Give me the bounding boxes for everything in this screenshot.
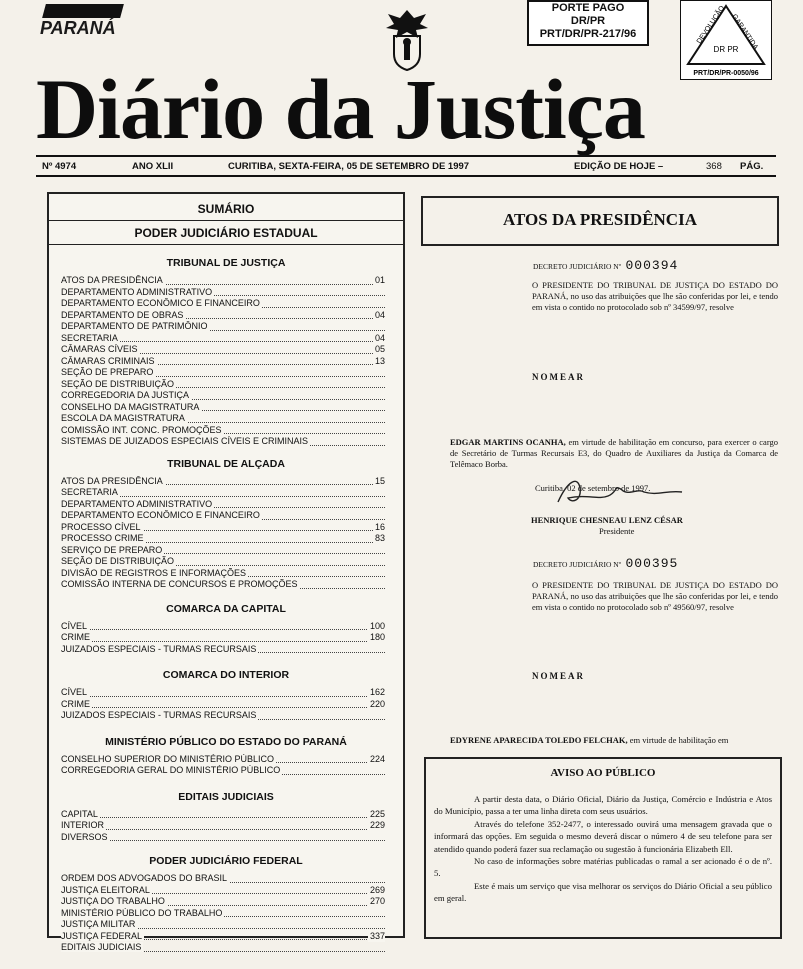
appointee-2-name: EDYRENE APARECIDA TOLEDO FELCHAK,	[450, 735, 628, 745]
summary-entry-label: DEPARTAMENTO DE PATRIMÔNIO	[61, 321, 208, 331]
summary-entry-page: 15	[374, 475, 385, 486]
summary-entry-page: 220	[369, 698, 385, 709]
porte-line-3: PRT/DR/PR-217/96	[539, 28, 637, 40]
summary-entry-label: PROCESSO CRIME	[61, 533, 144, 543]
summary-entry	[61, 908, 385, 920]
summary-entry-label: SERVIÇO DE PREPARO	[61, 544, 163, 555]
summary-section-title: EDITAIS JUDICIAIS	[178, 790, 274, 803]
summary-entry-label: JUSTIÇA FEDERAL	[61, 930, 143, 941]
summary-entry-label: ORDEM DOS ADVOGADOS DO BRASIL	[61, 873, 228, 883]
summary-entry	[61, 556, 385, 568]
summary-entry-label: CÂMARAS CÍVEIS	[61, 344, 138, 354]
summary-entry	[61, 545, 385, 557]
summary-entry-label: SEÇÃO DE DISTRIBUIÇÃO	[61, 378, 175, 389]
leader-dots	[61, 707, 385, 708]
summary-entry-label: ATOS DA PRESIDÊNCIA	[61, 475, 163, 486]
summary-entry	[61, 621, 385, 633]
summary-entry-label: ESCOLA DA MAGISTRATURA	[61, 413, 185, 423]
summary-entry-label: JUSTIÇA ELEITORAL	[61, 884, 150, 895]
summary-entry-label: SECRETARIA	[61, 332, 118, 343]
summary-entry-label: SEÇÃO DE DISTRIBUIÇÃO	[61, 556, 175, 566]
summary-entry	[61, 754, 385, 766]
summary-entry	[61, 896, 385, 908]
summary-entry	[61, 710, 385, 722]
summary-entry-page: 100	[369, 620, 385, 631]
signature-icon	[548, 470, 688, 510]
summary-entry-label: SISTEMAS DE JUIZADOS ESPECIAIS CÍVEIS E CRIMINAIS	[61, 436, 309, 446]
summary-entry-label: CONSELHO SUPERIOR DO MINISTÉRIO PÚBLICO	[61, 753, 275, 764]
summary-box	[47, 192, 405, 952]
pag-label: PÁG.	[740, 160, 764, 172]
summary-section-title: MINISTÉRIO PÚBLICO DO ESTADO DO PARANÁ	[105, 735, 347, 748]
summary-entry	[61, 568, 385, 580]
aviso-paragraph: A partir desta data, o Diário Oficial, Diário da Justiça, Comércio e Indústria e Atos do Município, passa a ter uma linha direta com seus usuários.	[434, 794, 772, 817]
summary-entry-label: DEPARTAMENTO DE OBRAS	[61, 309, 184, 320]
summary-entry-page: 225	[369, 808, 385, 819]
summary-entry-label: CRIME	[61, 632, 90, 642]
decree-2-text: O PRESIDENTE DO TRIBUNAL DE JUSTIÇA DO ESTADO DO PARANÁ, no uso das atribuições que lhe são conferidas por lei, e tendo em vista o contido no protocolado sob nº 49560/97, resolve	[532, 580, 778, 612]
nomear-2: NOMEAR	[532, 671, 585, 681]
summary-entry-page: 229	[369, 820, 385, 830]
summary-entry-label: JUSTIÇA DO TRABALHO	[61, 896, 165, 906]
edition-label: EDIÇÃO DE HOJE –	[574, 160, 664, 172]
summary-entry	[61, 356, 385, 368]
atos-header-box	[421, 196, 779, 246]
summary-section-title: COMARCA DA CAPITAL	[166, 602, 286, 615]
summary-entry	[61, 510, 385, 522]
summary-entry-label: JUSTIÇA MILITAR	[61, 919, 136, 929]
summary-entry-label: JUIZADOS ESPECIAIS - TURMAS RECURSAIS	[61, 710, 257, 720]
summary-entry	[61, 533, 385, 545]
summary-entry	[61, 275, 385, 287]
summary-entry	[61, 321, 385, 333]
signer-role: Presidente	[599, 526, 635, 536]
summary-entry-page: 04	[374, 332, 385, 343]
summary-entry-label: DEPARTAMENTO ECONÔMICO E FINANCEIRO	[61, 510, 260, 520]
summary-entry	[61, 333, 385, 345]
summary-entry-label: DEPARTAMENTO ECONÔMICO E FINANCEIRO	[61, 298, 260, 308]
aviso-box	[424, 757, 782, 939]
summary-entry	[61, 687, 385, 699]
summary-entry-label: COMISSÃO INTERNA DE CONCURSOS E PROMOÇÕES	[61, 579, 298, 589]
summary-entry	[61, 632, 385, 644]
leader-dots	[61, 829, 385, 830]
summary-entry	[61, 820, 385, 832]
nomear-1: NOMEAR	[532, 372, 585, 382]
summary-title: SUMÁRIO	[197, 202, 255, 216]
porte-line-1: PORTE PAGO	[551, 2, 625, 14]
issue-header	[36, 155, 776, 177]
issue-year: ANO XLII	[132, 160, 174, 172]
summary-entry	[61, 644, 385, 656]
summary-entry-label: CORREGEDORIA DA JUSTIÇA	[61, 390, 190, 400]
summary-entry	[61, 402, 385, 414]
aviso-title: AVISO AO PÚBLICO	[550, 767, 656, 779]
summary-entry	[61, 379, 385, 391]
summary-entry	[61, 579, 385, 591]
summary-entry-label: INTERIOR	[61, 820, 105, 830]
summary-entry-label: DEPARTAMENTO ADMINISTRATIVO	[61, 286, 213, 297]
summary-entry-label: COMISSÃO INT. CONC. PROMOÇÕES	[61, 424, 222, 435]
summary-entry-label: DIVISÃO DE REGISTROS E INFORMAÇÕES	[61, 567, 247, 578]
aviso-paragraph: No caso de informações sobre matérias publicadas o ramal a ser acionado é o de nº. 5.	[434, 856, 772, 879]
leader-dots	[61, 641, 385, 642]
summary-entry-label: SEÇÃO DE PREPARO	[61, 367, 154, 377]
summary-entry	[61, 885, 385, 897]
summary-entry-page: 224	[369, 753, 385, 764]
newspaper-title: Diário da Justiça	[36, 61, 645, 157]
leader-dots	[61, 696, 385, 697]
summary-entry-label: CONSELHO DA MAGISTRATURA	[61, 401, 200, 412]
decree-2-number: 000395	[625, 556, 679, 571]
summary-section-title: TRIBUNAL DE JUSTIÇA	[166, 257, 286, 269]
aviso-paragraph: Através do telefone 352-2477, o interessado ouvirá uma mensagem gravada que o informará das opções. Em seguida o mesmo deverá discar o número 4 de seu telefone para ser atendido quando poderá fazer sua reclamação ou sugestão à funcionária Elizabeth Ell.	[434, 818, 772, 854]
summary-entry	[61, 942, 385, 954]
summary-entry	[61, 809, 385, 821]
porte-line-2: DR/PR	[570, 15, 606, 27]
summary-entry-page: 05	[374, 344, 385, 354]
decree-1-text: O PRESIDENTE DO TRIBUNAL DE JUSTIÇA DO ESTADO DO PARANÁ, no uso das atribuições que lhe são conferidas por lei, e tendo em vista o contido no protocolado sob nº 34599/97, resolve	[532, 280, 778, 312]
summary-entry-label: SECRETARIA	[61, 487, 118, 497]
summary-entry-page: 16	[374, 521, 385, 532]
decree-1-heading	[533, 256, 678, 274]
porte-pago-box	[527, 0, 649, 46]
appointee-1-name: EDGAR MARTINS OCANHA,	[450, 437, 566, 447]
summary-entry	[61, 298, 385, 310]
summary-entry-label: PROCESSO CÍVEL	[61, 521, 141, 532]
summary-entry	[61, 367, 385, 379]
appointee-2-text: em virtude de habilitação em	[629, 735, 729, 745]
stamp-center-text: DR PR	[713, 45, 739, 54]
summary-entry-label: JUIZADOS ESPECIAIS - TURMAS RECURSAIS	[61, 643, 257, 654]
summary-entry	[61, 522, 385, 534]
summary-entry-label: MINISTÉRIO PÚBLICO DO TRABALHO	[61, 907, 223, 918]
stamp-right-text: GARANTIDA	[730, 13, 759, 51]
summary-section-title: TRIBUNAL DE ALÇADA	[167, 457, 285, 470]
summary-entry-page: 01	[374, 275, 385, 285]
decree-1-number: 000394	[625, 258, 679, 273]
summary-entry	[61, 436, 385, 448]
summary-entry-label: CORREGEDORIA GERAL DO MINISTÉRIO PÚBLICO	[61, 765, 281, 775]
leader-dots	[61, 817, 385, 818]
summary-entry-label: DEPARTAMENTO ADMINISTRATIVO	[61, 498, 213, 509]
decree-1-date: Curitiba, 02 de setembro de 1997.	[535, 483, 651, 493]
summary-entry	[61, 873, 385, 885]
divider	[49, 220, 403, 221]
summary-entry-label: CAPITAL	[61, 808, 98, 819]
appointee-2-paragraph	[450, 735, 780, 746]
summary-entry	[61, 310, 385, 322]
parana-logo: PARANÁ	[40, 18, 116, 38]
summary-entry-page: 180	[369, 632, 385, 642]
appointee-1-text: em virtude de habilitação em concurso, para exercer o cargo de Secretário de Turmas Recursais E3, do Quadro de Auxiliares da Justiça da Comarca de Telêmaco Borba.	[450, 437, 778, 469]
decree-2-label: DECRETO JUDICIÁRIO Nº	[533, 560, 622, 569]
summary-entry-label: EDITAIS JUDICIAIS	[61, 942, 142, 952]
summary-entry	[61, 425, 385, 437]
issue-place-date: CURITIBA, SEXTA-FEIRA, 05 DE SETEMBRO DE 1997	[228, 160, 470, 172]
summary-entry-page: 337	[369, 930, 385, 941]
signer-name: HENRIQUE CHESNEAU LENZ CÉSAR	[531, 515, 683, 525]
summary-entry	[61, 413, 385, 425]
summary-entry-label: CRIME	[61, 698, 90, 709]
summary-entry-page: 162	[369, 687, 385, 697]
leader-dots	[61, 629, 385, 630]
decree-1-label: DECRETO JUDICIÁRIO Nº	[533, 262, 622, 271]
stamp-top-text: DEVOLUÇÃO	[695, 4, 727, 46]
summary-section-title: COMARCA DO INTERIOR	[162, 669, 290, 681]
summary-entry	[61, 344, 385, 356]
summary-section-title: PODER JUDICIÁRIO FEDERAL	[149, 855, 303, 867]
stamp-bottom-text: PRT/DR/PR-0050/96	[693, 70, 759, 77]
summary-entry	[61, 931, 385, 943]
summary-entry	[61, 699, 385, 711]
summary-entry	[61, 476, 385, 488]
summary-entry	[61, 390, 385, 402]
summary-entry-label: CÍVEL	[61, 687, 88, 697]
summary-entry-label: CÍVEL	[61, 620, 88, 631]
summary-entry	[61, 487, 385, 499]
aviso-paragraph: Este é mais um serviço que visa melhorar os serviços do Diário Oficial a seu público em geral.	[434, 880, 772, 904]
appointee-1-paragraph	[450, 437, 778, 470]
summary-entry-label: DIVERSOS	[61, 831, 108, 842]
issue-number: Nº 4974	[42, 160, 77, 172]
decree-2-heading	[533, 554, 678, 572]
summary-entry-label: ATOS DA PRESIDÊNCIA	[61, 275, 163, 285]
summary-entry-page: 13	[374, 355, 385, 366]
divider	[49, 244, 403, 245]
summary-subtitle: PODER JUDICIÁRIO ESTADUAL	[134, 226, 318, 240]
summary-sections	[49, 257, 403, 954]
page-count: 368	[706, 160, 722, 172]
summary-entry-page: 269	[369, 884, 385, 895]
summary-entry-page: 83	[374, 533, 385, 543]
summary-entry	[61, 919, 385, 931]
summary-entry-page: 04	[374, 309, 385, 320]
summary-entry-page: 270	[369, 896, 385, 906]
summary-entry	[61, 765, 385, 777]
atos-title: ATOS DA PRESIDÊNCIA	[503, 210, 697, 229]
summary-entry-label: CÂMARAS CRIMINAIS	[61, 355, 155, 366]
parana-logo-bar	[42, 4, 124, 18]
summary-entry	[61, 832, 385, 844]
summary-entry	[61, 287, 385, 299]
summary-entry	[61, 499, 385, 511]
